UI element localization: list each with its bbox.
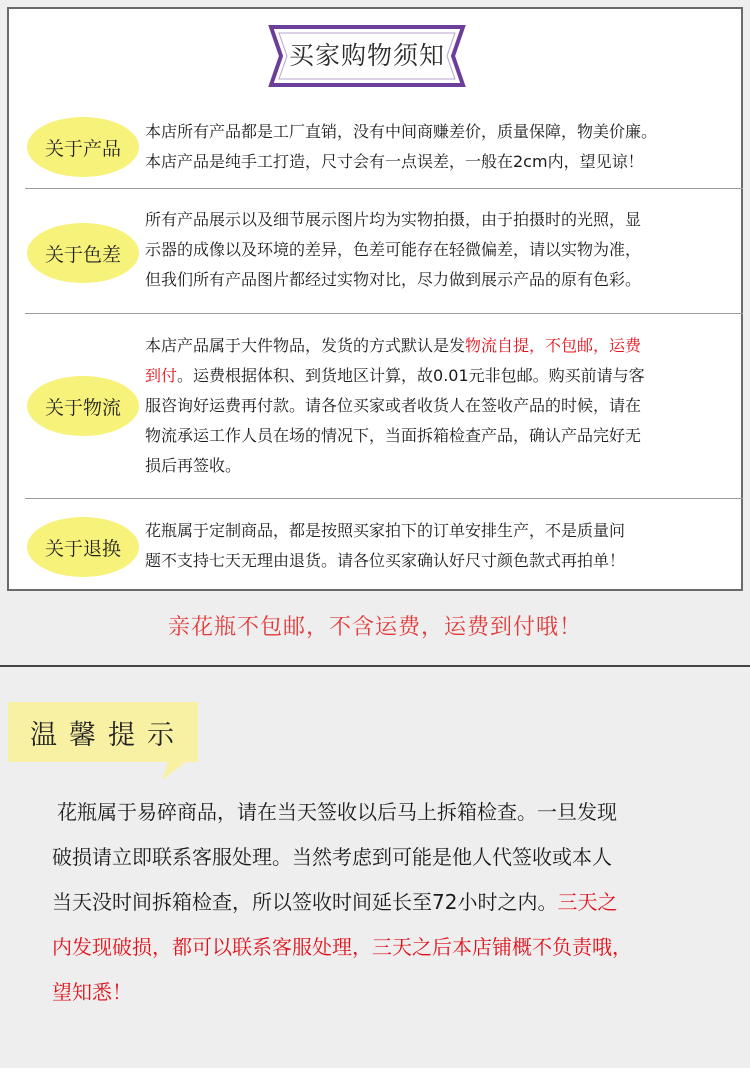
body-text: 题不支持七天无理由退货。请各位买家确认好尺寸颜色款式再拍单！ — [145, 551, 626, 570]
text-line — [145, 205, 737, 235]
section-logistics — [25, 314, 743, 499]
notice-title-banner — [267, 23, 467, 89]
section-badge: 关于退换 — [27, 517, 139, 577]
notice-title: 买家购物须知 — [288, 41, 445, 70]
text-line — [145, 235, 737, 265]
text-line — [52, 970, 746, 1015]
text-line — [52, 925, 746, 970]
highlight-text: 内发现破损，都可以联系客服处理，三天之后本店铺概不负责哦， — [52, 935, 632, 959]
highlight-text: 到付 — [145, 366, 178, 385]
body-text: 花瓶属于定制商品，都是按照买家拍下的订单安排生产，不是质量问 — [145, 521, 626, 540]
highlight-text: 三天之 — [557, 890, 618, 914]
section-text — [145, 205, 737, 295]
text-line — [145, 361, 737, 391]
highlight-text: 物流自提，不包邮，运费 — [465, 336, 642, 355]
shipping-banner: 亲花瓶不包邮，不含运费，运费到付哦！ — [167, 615, 582, 640]
body-text: 本店产品是纯手工打造，尺寸会有一点误差，一般在2cm内，望见谅！ — [145, 152, 644, 171]
text-line — [145, 546, 737, 576]
text-line — [145, 421, 737, 451]
text-line — [52, 880, 746, 925]
body-text: 花瓶属于易碎商品，请在当天签收以后马上拆箱检查。一旦发现 — [57, 800, 617, 824]
body-text: 示器的成像以及环境的差异，色差可能存在轻微偏差，请以实物为准， — [145, 240, 642, 259]
text-line — [145, 331, 737, 361]
body-text: 服咨询好运费再付款。请各位买家或者收货人在签收产品的时候，请在 — [145, 396, 642, 415]
body-text: 物流承运工作人员在场的情况下，当面拆箱检查产品，确认产品完好无 — [145, 426, 642, 445]
tip-title: 温馨提示 — [30, 719, 186, 751]
section-text — [145, 516, 737, 576]
text-line — [52, 835, 746, 880]
section-product — [25, 107, 743, 189]
body-text: 本店产品属于大件物品，发货的方式默认是发 — [145, 336, 466, 355]
text-line — [145, 391, 737, 421]
section-text — [145, 117, 737, 177]
body-text: 本店所有产品都是工厂直销，没有中间商赚差价，质量保障，物美价廉。 — [145, 122, 658, 141]
section-badge: 关于色差 — [27, 223, 139, 283]
body-text: 破损请立即联系客服处理。当然考虑到可能是他人代签收或本人 — [52, 845, 612, 869]
text-line — [145, 265, 737, 295]
tip-body-text — [52, 790, 746, 1015]
section-color-difference — [25, 189, 743, 314]
section-badge: 关于物流 — [27, 376, 139, 436]
body-text: 。运费根据体积、到货地区计算，故0.01元非包邮。购买前请与客 — [177, 366, 645, 385]
body-text: 损后再签收。 — [145, 456, 242, 475]
body-text: 当天没时间拆箱检查，所以签收时间延长至72小时之内。 — [52, 890, 558, 914]
tip-title-bubble — [8, 702, 198, 780]
body-text: 所有产品展示以及细节展示图片均为实物拍摄，由于拍摄时的光照，显 — [145, 210, 642, 229]
section-text — [145, 331, 737, 481]
body-text: 但我们所有产品图片都经过实物对比，尽力做到展示产品的原有色彩。 — [145, 270, 642, 289]
divider — [0, 665, 750, 667]
text-line — [145, 516, 737, 546]
text-line — [145, 451, 737, 481]
text-line — [52, 790, 746, 835]
text-line — [145, 117, 737, 147]
section-returns — [25, 499, 743, 591]
highlight-text: 望知悉！ — [52, 980, 132, 1004]
section-badge: 关于产品 — [27, 117, 139, 177]
shopping-notice-panel — [7, 7, 743, 591]
text-line — [145, 147, 737, 177]
